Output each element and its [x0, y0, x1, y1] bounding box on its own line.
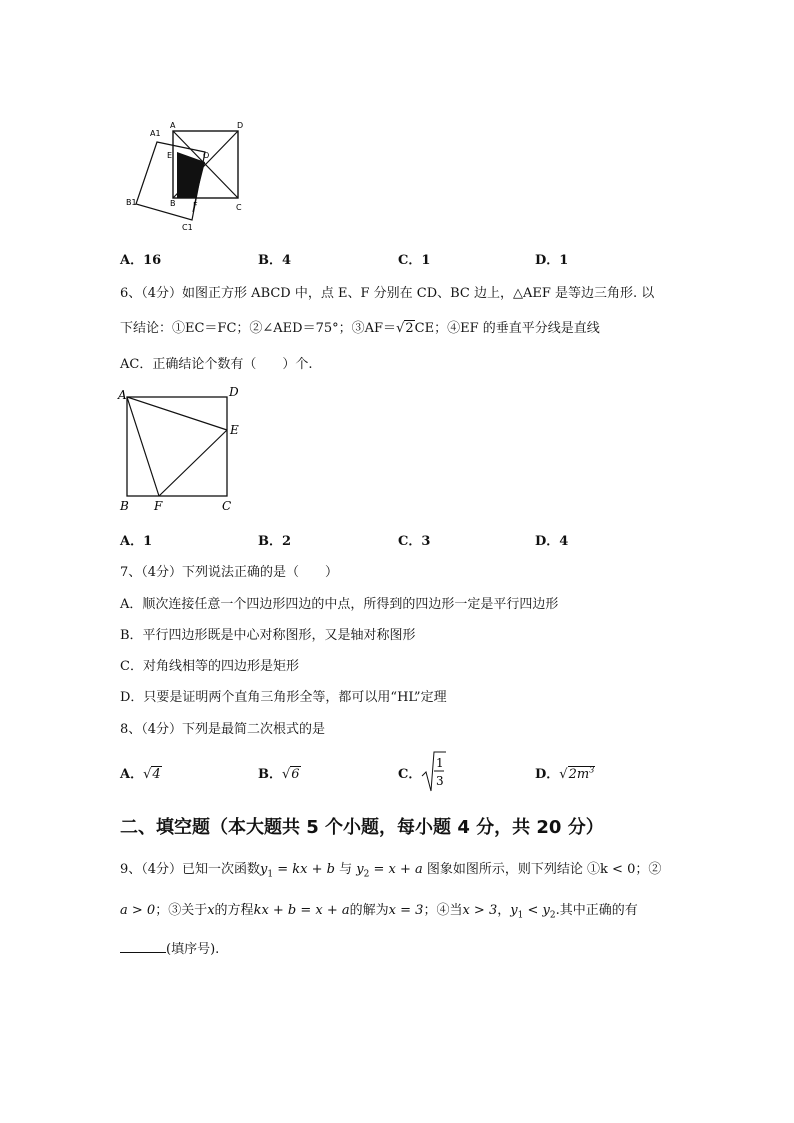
- q9-line2-lt: <: [523, 903, 543, 918]
- q8-option-d[interactable]: [535, 763, 595, 782]
- q6-option-d[interactable]: D．4: [535, 534, 569, 549]
- q9-line2-sol: x = 3: [388, 903, 424, 918]
- sqrt-icon: √: [282, 767, 291, 782]
- q8-option-c-num: 1: [436, 756, 444, 770]
- q9-a: 9、（4分）已知一次函数: [120, 862, 261, 877]
- q8-option-d-exp: 3: [589, 765, 595, 775]
- q7-option-a[interactable]: A．顺次连接任意一个四边形四边的中点，所得到的四边形一定是平行四边形: [120, 597, 559, 612]
- q9-line2-y1: y: [510, 903, 518, 918]
- q6-option-b[interactable]: B．2: [258, 534, 292, 549]
- q9-line3: [120, 938, 219, 957]
- q8-option-a-letter: A．: [120, 767, 144, 782]
- q8-option-d-base: 2m: [568, 767, 590, 782]
- q6-option-c[interactable]: C．3: [398, 534, 431, 549]
- q9-line3-text: (填序号).: [166, 942, 220, 957]
- fig6-label-f: F: [154, 499, 163, 513]
- fig5-label-c: C: [236, 203, 242, 212]
- fig6-label-b: B: [120, 499, 129, 513]
- q9-c: 图象如图所示，则下列结论 ①: [422, 862, 601, 877]
- q9-b: 与: [335, 862, 357, 877]
- q7-option-c[interactable]: C．对角线相等的四边形是矩形: [120, 659, 299, 674]
- q5-option-c[interactable]: C．1: [398, 253, 431, 268]
- q9-line2-x: x: [207, 903, 215, 918]
- q9-s1: 1: [267, 869, 274, 880]
- sqrt-icon: √: [559, 767, 568, 782]
- section-title: 二、填空题（本大题共 5 个小题，每小题 4 分，共 20 分）: [120, 817, 604, 838]
- q5-option-b[interactable]: B．4: [258, 253, 292, 268]
- q8-stem: 8、（4分）下列是最简二次根式的是: [120, 722, 326, 737]
- q9-line2-y2: y: [542, 903, 550, 918]
- q7-stem: 7、（4分）下列说法正确的是（ ）: [120, 565, 339, 580]
- fig5-label-o: O: [203, 151, 210, 160]
- q6-line2-pre: 下结论：①EC＝FC；②∠AED＝75°；③AF＝: [120, 321, 397, 336]
- fig5-label-b: B: [170, 199, 176, 208]
- q9-eq1: = kx + b: [273, 862, 335, 877]
- q9-answer-blank[interactable]: [120, 940, 166, 953]
- fig6-label-d: D: [229, 385, 239, 399]
- q7-option-d[interactable]: D．只要是证明两个直角三角形全等，都可以用“HL”定理: [120, 690, 447, 705]
- fig5-label-a1: A1: [150, 129, 161, 138]
- fig6-label-a: A: [118, 388, 127, 402]
- q6-line2-post: CE；④EF 的垂直平分线是直线: [414, 321, 600, 336]
- q8-option-b-radicand: 6: [291, 767, 300, 782]
- fig5-label-d: D: [237, 121, 244, 130]
- q9-line2-d: 的解为: [349, 903, 389, 918]
- fig5-label-f: F: [193, 201, 198, 210]
- q9-line2-g: .其中正确的有: [555, 903, 638, 918]
- q9-line2-cond: x > 3: [462, 903, 498, 918]
- q9-line1: [120, 858, 661, 880]
- fig6-label-c: C: [222, 499, 232, 513]
- q8-option-c-letter: C．: [398, 767, 422, 782]
- q9-s2: 2: [363, 869, 370, 880]
- sqrt-icon: √: [143, 767, 152, 782]
- q9-line2-s2: 2: [549, 910, 556, 921]
- sqrt-icon: √: [396, 321, 405, 336]
- fig5-label-a: A: [170, 121, 176, 130]
- fig6-label-e: E: [230, 423, 239, 437]
- q5-option-d[interactable]: D．1: [535, 253, 569, 268]
- fig5-label-b1: B1: [126, 198, 137, 207]
- q8-option-d-radicand: [568, 766, 596, 782]
- q9-line2-f: ，: [497, 903, 511, 918]
- fig5-label-e: E: [167, 151, 173, 160]
- fig5-label-c1: C1: [182, 223, 193, 232]
- q8-option-c-den: 3: [436, 774, 444, 788]
- q9-y2: y: [356, 862, 364, 877]
- q8-option-a-radicand: 4: [152, 767, 161, 782]
- q9-line2-eq: kx + b = x + a: [253, 903, 350, 918]
- q9-y1: y: [260, 862, 268, 877]
- q8-option-d-letter: D．: [535, 767, 560, 782]
- q6-sqrt-arg: 2: [405, 321, 414, 336]
- q7-option-b[interactable]: B．平行四边形既是中心对称图形，又是轴对称图形: [120, 628, 416, 643]
- q9-line2-c: 的方程: [214, 903, 254, 918]
- q6-stem-line1: 6、（4分）如图正方形 ABCD 中，点 E、F 分别在 CD、BC 边上，△AEF 是等边三角形. 以: [120, 286, 655, 301]
- q8-option-b-letter: B．: [258, 767, 282, 782]
- q9-line2-s1: 1: [517, 910, 524, 921]
- q9-line2-b: ；③关于: [155, 903, 208, 918]
- q6-option-a[interactable]: A．1: [120, 534, 153, 549]
- q9-line2-e: ；④当: [423, 903, 463, 918]
- q9-cond1: k < 0: [600, 862, 636, 877]
- q9-eq2: = x + a: [369, 862, 423, 877]
- q9-d: ；②: [635, 862, 662, 877]
- q9-line2-a: a > 0: [120, 903, 156, 918]
- q6-stem-line3: AC．正确结论个数有（ ）个.: [120, 357, 313, 372]
- q5-option-a[interactable]: A．16: [120, 253, 162, 268]
- q9-line2: [120, 899, 638, 921]
